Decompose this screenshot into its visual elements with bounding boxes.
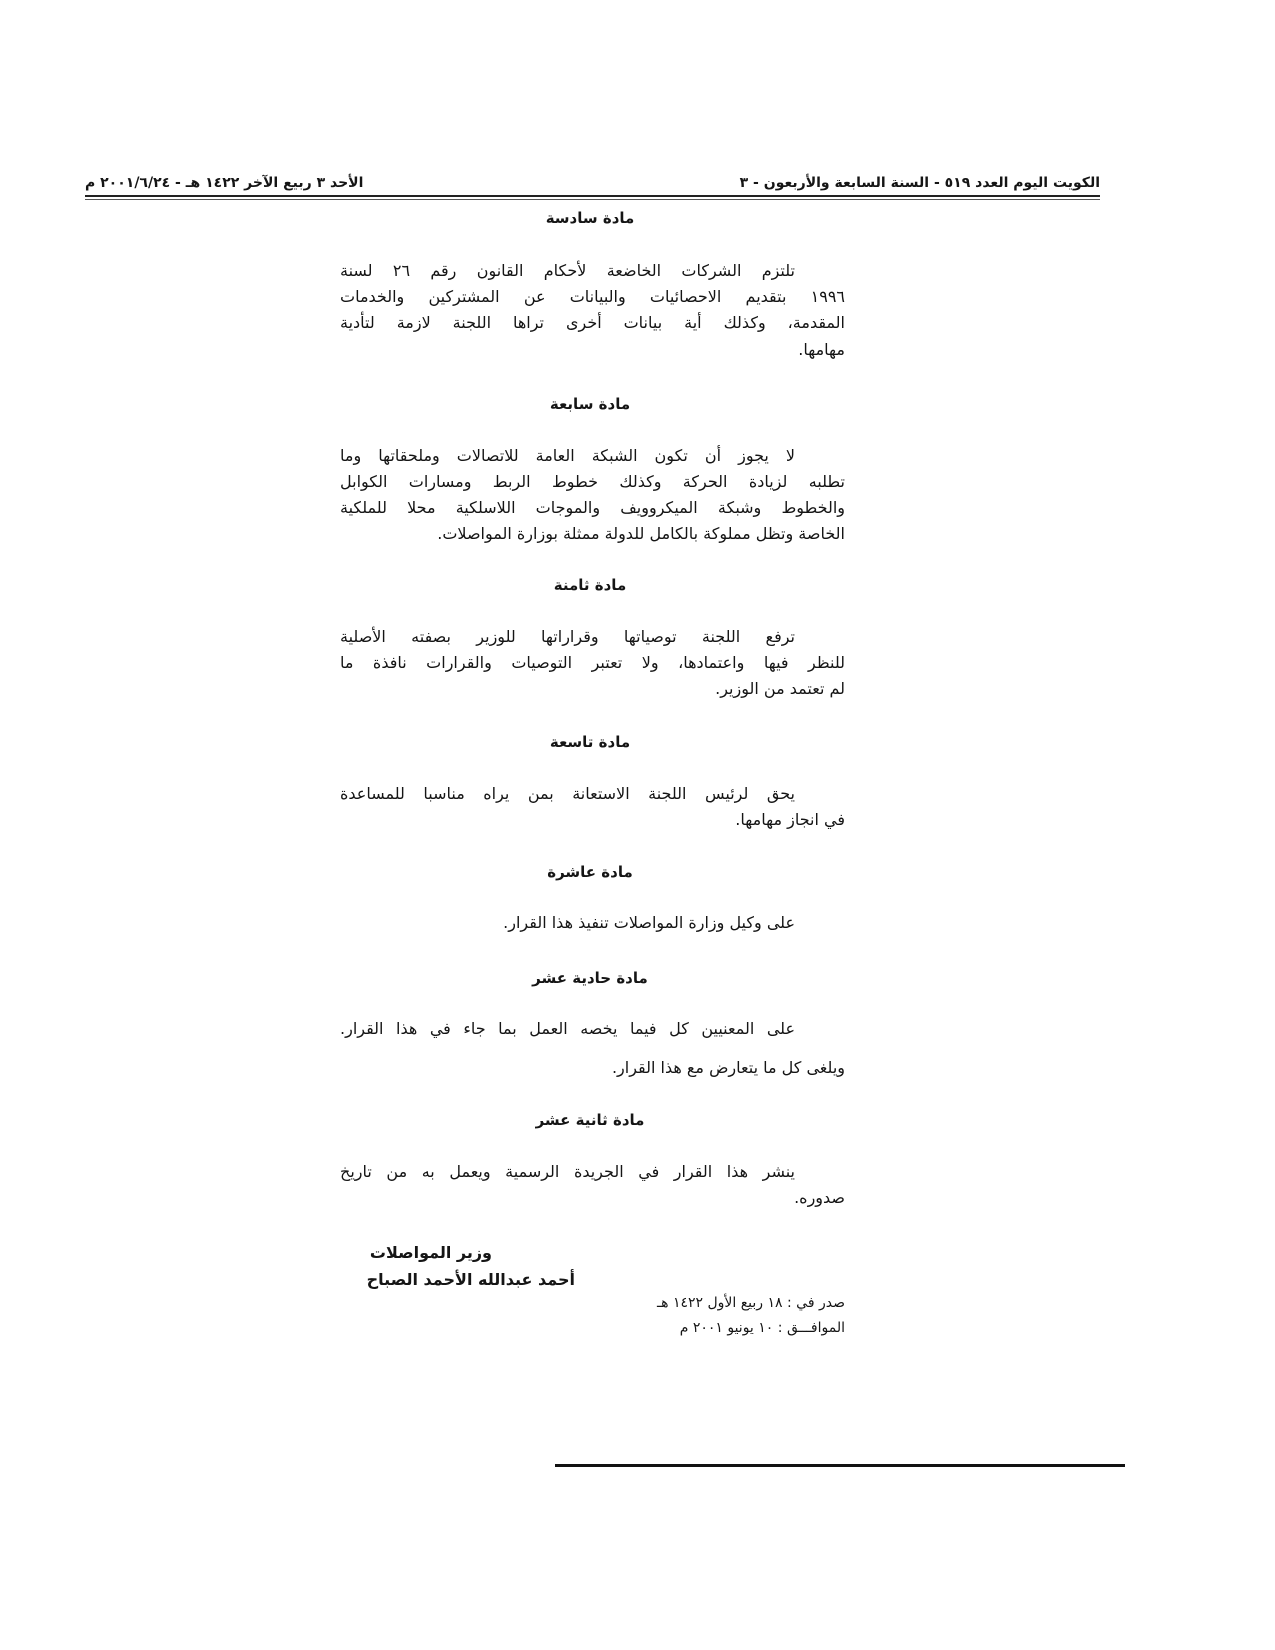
footer-rule xyxy=(555,1464,1125,1467)
article-line: للنظر فيها واعتمادها، ولا تعتبر التوصيات والقرارات نافذة ما xyxy=(340,653,845,672)
signatory-title: وزير المواصلات xyxy=(369,1243,492,1262)
article-line: على وكيل وزارة المواصلات تنفيذ هذا القرار. xyxy=(503,913,795,932)
running-header-date: الأحد ٣ ربيع الآخر ١٤٢٢ هـ - ٢٠٠١/٦/٢٤ م xyxy=(85,175,364,191)
article-heading: مادة سابعة xyxy=(549,395,631,413)
article-line: ويلغى كل ما يتعارض مع هذا القرار. xyxy=(611,1058,845,1077)
article-line: في انجاز مهامها. xyxy=(735,810,845,829)
article-line: تلتزم الشركات الخاضعة لأحكام القانون رقم ٢٦ لسنة xyxy=(340,261,796,280)
running-header-issue: الكويت اليوم العدد ٥١٩ - السنة السابعة والأربعون - ٣ xyxy=(739,175,1100,191)
article-line: صدوره. xyxy=(794,1188,845,1207)
article-line: ينشر هذا القرار في الجريدة الرسمية ويعمل به من تاريخ xyxy=(340,1162,795,1181)
article-heading: مادة ثامنة xyxy=(553,576,627,594)
issued-date-gregorian: الموافـــق : ١٠ يونيو ٢٠٠١ م xyxy=(679,1320,845,1336)
article-line: يحق لرئيس اللجنة الاستعانة بمن يراه مناسبا للمساعدة xyxy=(340,784,795,803)
article-line: تطلبه لزيادة الحركة وكذلك خطوط الربط ومسارات الكوابل xyxy=(340,472,845,491)
article-line: مهامها. xyxy=(798,340,845,359)
article-line: لا يجوز أن تكون الشبكة العامة للاتصالات وملحقاتها وما xyxy=(340,446,795,465)
article-heading: مادة عاشرة xyxy=(547,863,633,881)
article-line: المقدمة، وكذلك أية بيانات أخرى تراها اللجنة لازمة لتأدية xyxy=(340,313,845,332)
article-line: لم تعتمد من الوزير. xyxy=(715,679,845,698)
article-line: ١٩٩٦ بتقديم الاحصائيات والبيانات عن المشتركين والخدمات xyxy=(340,287,845,306)
article-heading: مادة تاسعة xyxy=(549,733,631,751)
header-rule xyxy=(85,195,1100,197)
article-line: على المعنيين كل فيما يخصه العمل بما جاء في هذا القرار. xyxy=(340,1019,795,1038)
article-line: ترفع اللجنة توصياتها وقراراتها للوزير بصفته الأصلية xyxy=(340,627,795,646)
issued-date-hijri: صدر في : ١٨ ربيع الأول ١٤٢٢ هـ xyxy=(657,1295,845,1311)
article-heading: مادة سادسة xyxy=(545,209,635,227)
article-line: والخطوط وشبكة الميكروويف والموجات اللاسلكية محلا للملكية xyxy=(340,498,845,517)
signatory-name: أحمد عبدالله الأحمد الصباح xyxy=(366,1270,575,1289)
article-heading: مادة ثانية عشر xyxy=(535,1111,645,1129)
header-rule-thin xyxy=(85,199,1100,200)
article-line: الخاصة وتظل مملوكة بالكامل للدولة ممثلة بوزارة المواصلات. xyxy=(437,524,845,543)
article-heading: مادة حادية عشر xyxy=(532,969,648,987)
